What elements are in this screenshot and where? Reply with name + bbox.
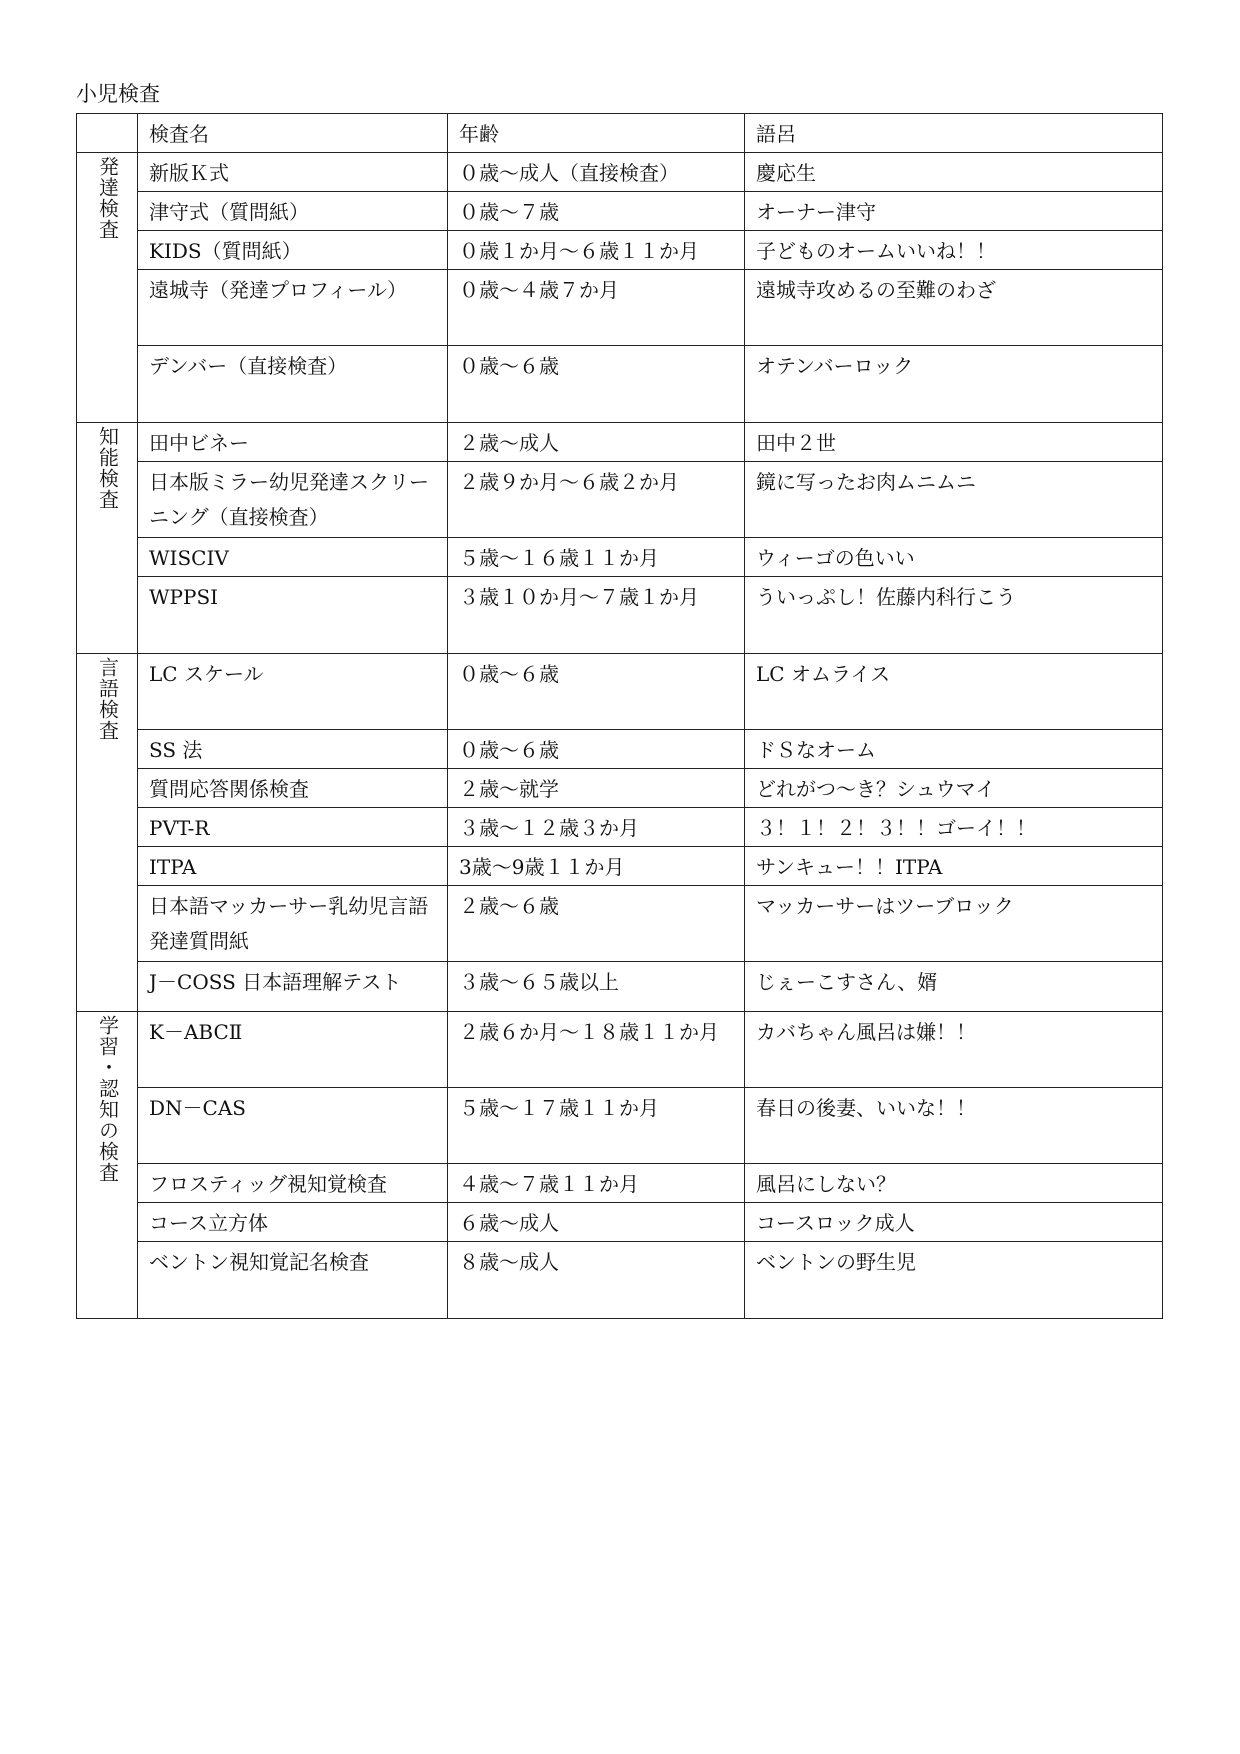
exam-name: 遠城寺（発達プロフィール）	[138, 270, 448, 346]
table-row	[77, 192, 1163, 231]
exam-name: 田中ビネー	[138, 423, 448, 462]
exam-mnemonic: 鏡に写ったお肉ムニムニ	[745, 462, 1163, 538]
exam-age: ２歳～就学	[448, 769, 745, 808]
exam-age: ６歳～成人	[448, 1203, 745, 1242]
table-row	[77, 462, 1163, 538]
exam-mnemonic: 子どものオームいいね！！	[745, 231, 1163, 270]
table-row	[77, 538, 1163, 577]
exam-age: ０歳～６歳	[448, 346, 745, 423]
exam-name: ITPA	[138, 847, 448, 886]
exam-age: ０歳～６歳	[448, 730, 745, 769]
exam-name: デンバー（直接検査）	[138, 346, 448, 423]
table-row	[77, 270, 1163, 346]
category-label: 知能検査	[95, 426, 120, 510]
exam-table	[76, 113, 1163, 1319]
exam-age: ３歳～６５歳以上	[448, 962, 745, 1012]
category-cell	[77, 654, 138, 1012]
exam-age: ４歳～７歳１１か月	[448, 1164, 745, 1203]
table-row	[77, 346, 1163, 423]
exam-mnemonic: どれがつ～き？シュウマイ	[745, 769, 1163, 808]
exam-mnemonic: 春日の後妻、いいな！！	[745, 1088, 1163, 1164]
exam-mnemonic: マッカーサーはツーブロック	[745, 886, 1163, 962]
exam-name: KIDS（質問紙）	[138, 231, 448, 270]
table-row	[77, 730, 1163, 769]
exam-name: フロスティッグ視知覚検査	[138, 1164, 448, 1203]
exam-age: ２歳９か月～６歳２か月	[448, 462, 745, 538]
exam-mnemonic: サンキュー！！ITPA	[745, 847, 1163, 886]
exam-mnemonic: LC オムライス	[745, 654, 1163, 730]
table-row	[77, 423, 1163, 462]
exam-age: ３歳～１２歳３か月	[448, 808, 745, 847]
exam-name: コース立方体	[138, 1203, 448, 1242]
table-row	[77, 1242, 1163, 1319]
exam-age: ２歳６か月～１８歳１１か月	[448, 1012, 745, 1088]
table-row	[77, 769, 1163, 808]
table-row	[77, 1164, 1163, 1203]
exam-age: ０歳～６歳	[448, 654, 745, 730]
exam-name: K－ABCⅡ	[138, 1012, 448, 1088]
exam-mnemonic: 遠城寺攻めるの至難のわざ	[745, 270, 1163, 346]
exam-name: 日本語マッカーサー乳幼児言語発達質問紙	[138, 886, 448, 962]
exam-mnemonic: ベントンの野生児	[745, 1242, 1163, 1319]
exam-name: 日本版ミラー幼児発達スクリーニング（直接検査）	[138, 462, 448, 538]
exam-mnemonic: じぇーこすさん、婿	[745, 962, 1163, 1012]
category-cell	[77, 423, 138, 654]
category-cell	[77, 1012, 138, 1319]
exam-name: PVT-R	[138, 808, 448, 847]
exam-mnemonic: コースロック成人	[745, 1203, 1163, 1242]
exam-mnemonic: ういっぷし！佐藤内科行こう	[745, 577, 1163, 654]
exam-age: ０歳１か月～６歳１１か月	[448, 231, 745, 270]
table-row	[77, 886, 1163, 962]
exam-age: ０歳～７歳	[448, 192, 745, 231]
exam-mnemonic: 風呂にしない？	[745, 1164, 1163, 1203]
exam-mnemonic: 田中２世	[745, 423, 1163, 462]
exam-age: ０歳～成人（直接検査）	[448, 153, 745, 192]
exam-mnemonic: オーナー津守	[745, 192, 1163, 231]
exam-age: ０歳～４歳７か月	[448, 270, 745, 346]
category-label: 言語検査	[95, 657, 120, 741]
exam-age: 3歳～9歳１１か月	[448, 847, 745, 886]
exam-name: WISCIV	[138, 538, 448, 577]
exam-name: J－COSS 日本語理解テスト	[138, 962, 448, 1012]
table-row	[77, 153, 1163, 192]
table-row	[77, 962, 1163, 1012]
header-row	[77, 114, 1163, 153]
exam-name: 新版Ｋ式	[138, 153, 448, 192]
exam-name: DN－CAS	[138, 1088, 448, 1164]
header-name: 検査名	[138, 114, 448, 153]
exam-name: 質問応答関係検査	[138, 769, 448, 808]
exam-age: ２歳～６歳	[448, 886, 745, 962]
exam-name: LC スケール	[138, 654, 448, 730]
table-row	[77, 231, 1163, 270]
table-row	[77, 1203, 1163, 1242]
exam-mnemonic: ３！１！２！３！！ゴーイ！！	[745, 808, 1163, 847]
table-row	[77, 577, 1163, 654]
exam-name: WPPSI	[138, 577, 448, 654]
exam-age: ５歳～１６歳１１か月	[448, 538, 745, 577]
exam-mnemonic: ウィーゴの色いい	[745, 538, 1163, 577]
exam-mnemonic: カバちゃん風呂は嫌！！	[745, 1012, 1163, 1088]
exam-age: ２歳～成人	[448, 423, 745, 462]
header-mnemonic: 語呂	[745, 114, 1163, 153]
header-corner-cell	[77, 114, 138, 153]
exam-name: SS 法	[138, 730, 448, 769]
category-cell	[77, 153, 138, 423]
exam-age: ８歳～成人	[448, 1242, 745, 1319]
exam-name: ベントン視知覚記名検査	[138, 1242, 448, 1319]
table-row	[77, 1012, 1163, 1088]
exam-age: ３歳１０か月～７歳１か月	[448, 577, 745, 654]
header-age: 年齢	[448, 114, 745, 153]
exam-mnemonic: 慶応生	[745, 153, 1163, 192]
page-title: 小児検査	[76, 82, 160, 106]
table-row	[77, 847, 1163, 886]
table-row	[77, 654, 1163, 730]
exam-mnemonic: ドＳなオーム	[745, 730, 1163, 769]
table-row	[77, 1088, 1163, 1164]
exam-name: 津守式（質問紙）	[138, 192, 448, 231]
table-row	[77, 808, 1163, 847]
category-label: 学習・認知の検査	[95, 1015, 120, 1183]
category-label: 発達検査	[95, 156, 120, 240]
exam-age: ５歳～１７歳１１か月	[448, 1088, 745, 1164]
exam-mnemonic: オテンバーロック	[745, 346, 1163, 423]
